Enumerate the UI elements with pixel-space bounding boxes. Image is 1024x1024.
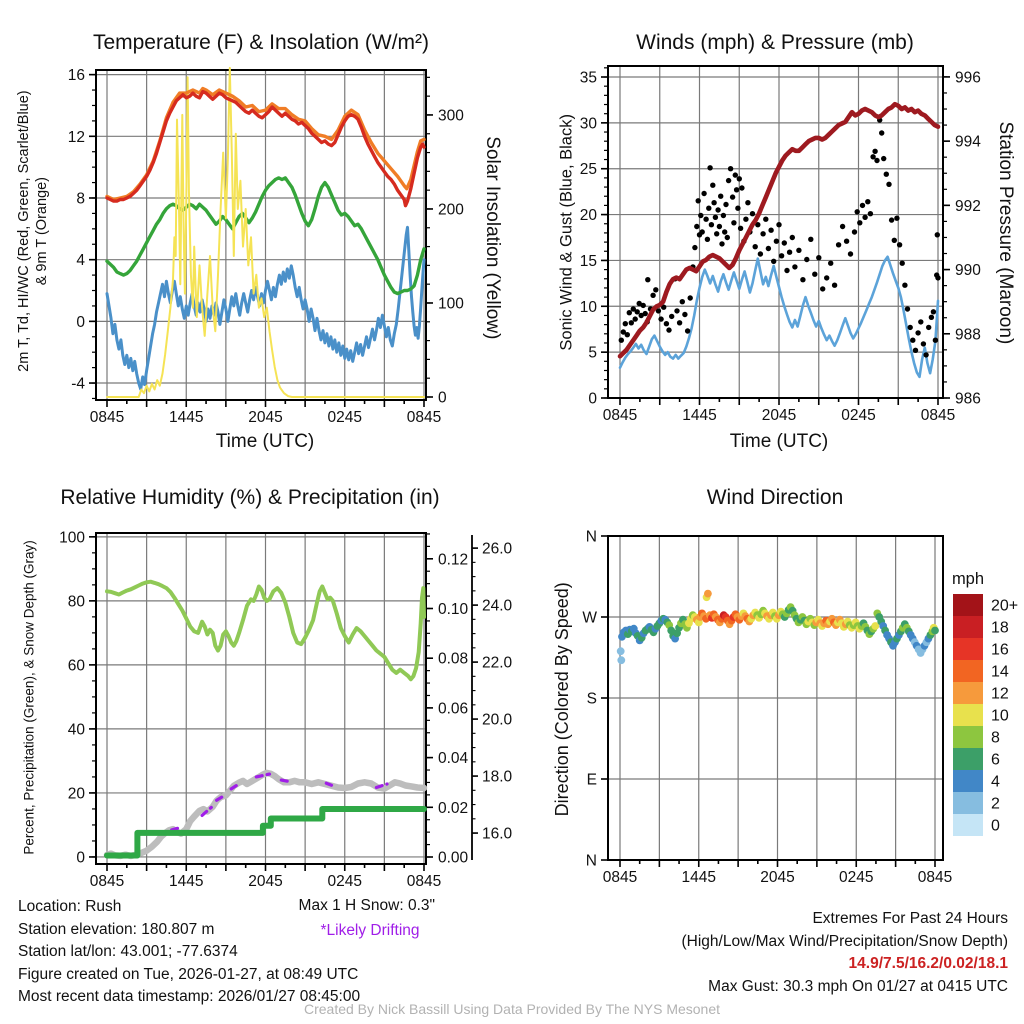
x-tick-label: 2045: [760, 869, 795, 886]
y-tick-label-right: 994: [955, 133, 981, 151]
dot-wind-gust: [784, 268, 789, 273]
dot-wind-gust: [921, 341, 926, 346]
y-tick-label-right: 0: [438, 389, 447, 407]
y-tick-label-left: 100: [59, 529, 85, 547]
dot-wind-gust: [918, 319, 923, 324]
colorbar-title: mph: [951, 570, 985, 588]
dot-wind-gust: [931, 309, 936, 314]
y-tick-label-left: 8: [76, 190, 85, 208]
dot-wind-gust: [706, 206, 711, 211]
dot-wind-gust: [874, 158, 879, 163]
colorbar-swatch: [953, 770, 983, 792]
dot-wind-gust: [696, 198, 701, 203]
likely-drifting-note: *Likely Drifting: [320, 922, 420, 939]
dot-wind-gust: [889, 217, 894, 222]
snow-axis-tick-label: 20.0: [482, 711, 513, 729]
dot-wind-gust: [886, 182, 891, 187]
dot-wind-gust: [855, 209, 860, 214]
x-tick-label: 0845: [602, 407, 638, 424]
y-tick-label-left: 30: [579, 115, 597, 133]
colorbar-label: 12: [991, 685, 1009, 703]
dot-wind-gust: [714, 231, 719, 236]
y-tick-label-right: 200: [438, 201, 464, 219]
dot-wind-gust: [758, 251, 763, 256]
snow-axis-tick-label: 26.0: [482, 540, 513, 558]
dot-wind-gust: [796, 248, 801, 253]
colorbar-swatch: [953, 594, 983, 616]
dot-wind-gust: [738, 226, 743, 231]
panel-title: Temperature (F) & Insolation (W/m²): [92, 31, 430, 54]
colorbar-label: 10: [991, 707, 1009, 725]
station-elevation: Station elevation: 180.807 m: [18, 920, 215, 938]
y-tick-label-left: 5: [588, 344, 597, 362]
dot-wind-gust: [733, 172, 738, 177]
x-tick-label: 0245: [327, 873, 362, 890]
y-axis-label-right: Station Pressure (Maroon): [994, 121, 1016, 345]
dot-wind-direction: [617, 656, 625, 664]
dot-wind-gust: [680, 299, 685, 304]
dot-wind-gust: [643, 311, 648, 316]
y-tick-label-right: 986: [955, 390, 981, 408]
dot-wind-gust: [848, 251, 853, 256]
dot-wind-gust: [633, 316, 638, 321]
dot-wind-gust: [935, 232, 940, 237]
dot-wind-gust: [694, 224, 699, 229]
y-tick-label-right: 0.10: [438, 601, 469, 619]
dot-wind-gust: [935, 275, 940, 280]
dot-wind-gust: [908, 325, 913, 330]
dot-wind-gust: [707, 165, 712, 170]
x-tick-label: 0845: [917, 869, 953, 886]
dot-wind-gust: [768, 228, 773, 233]
y-tick-label-left: 0: [76, 313, 85, 331]
figure-created: Figure created on Tue, 2026-01-27, at 08:49 UTC: [18, 965, 359, 983]
dot-wind-gust: [836, 242, 841, 247]
max-gust: Max Gust: 30.3 mph On 01/27 at 0415 UTC: [708, 977, 1008, 995]
dot-wind-gust: [933, 338, 938, 343]
winds-pressure-chart: [512, 0, 1024, 460]
dot-wind-gust: [715, 207, 720, 212]
dot-wind-direction: [617, 647, 625, 655]
colorbar-swatch: [953, 726, 983, 748]
dot-wind-gust: [735, 206, 740, 211]
dot-wind-gust: [832, 283, 837, 288]
panel-title: Winds (mph) & Pressure (mb): [636, 31, 914, 54]
dot-wind-gust: [913, 348, 918, 353]
dot-wind-gust: [666, 327, 671, 332]
dot-wind-gust: [750, 211, 755, 216]
y-tick-label-right: 992: [955, 197, 981, 215]
dot-wind-gust: [862, 215, 867, 220]
y-tick-label-left: 12: [67, 128, 85, 146]
x-tick-label: 2045: [761, 407, 797, 424]
y-tick-label-right: 0.08: [438, 650, 469, 668]
credit-line: Created By Nick Bassill Using Data Provided By The NYS Mesonet: [303, 1001, 721, 1017]
dot-wind-gust: [629, 320, 634, 325]
winds-pressure-panel: [512, 0, 1024, 460]
dot-wind-gust: [902, 283, 907, 288]
dot-wind-gust: [774, 239, 779, 244]
y-tick-label-left: 15: [579, 252, 597, 270]
dot-wind-gust: [852, 229, 857, 234]
y-tick-label-left: 10: [579, 298, 597, 316]
snow-axis-tick-label: 22.0: [482, 654, 513, 672]
y-tick-label-right: 0.12: [438, 551, 469, 569]
dot-wind-gust: [658, 316, 663, 321]
dot-wind-gust: [824, 275, 829, 280]
colorbar-label: 4: [991, 773, 1000, 791]
dot-wind-gust: [812, 272, 817, 277]
colorbar-swatch: [953, 792, 983, 814]
dot-wind-gust: [915, 330, 920, 335]
colorbar-label: 6: [991, 751, 1000, 769]
dot-wind-gust: [929, 315, 934, 320]
y-tick-label-left: N: [585, 528, 597, 546]
station-location: Location: Rush: [18, 898, 122, 915]
dot-wind-gust: [723, 202, 728, 207]
y-axis-label-left: Sonic Wind & Gust (Blue, Black): [557, 114, 576, 351]
station-latlon: Station lat/lon: 43.001; -77.6374: [18, 943, 238, 960]
y-tick-label-left: 35: [579, 69, 597, 87]
dot-wind-gust: [860, 203, 865, 208]
x-axis-label: Time (UTC): [215, 431, 315, 452]
dot-wind-gust: [645, 277, 650, 282]
wind-direction-chart: [512, 460, 1024, 920]
x-tick-label: 1445: [169, 409, 204, 426]
y-tick-label-right: 100: [438, 295, 464, 313]
temperature-insolation-panel: [0, 0, 512, 460]
y-tick-label-left: 16: [67, 67, 85, 85]
y-tick-label-left: 0: [76, 849, 85, 867]
dot-wind-gust: [905, 306, 910, 311]
dot-wind-gust: [892, 238, 897, 243]
y-axis-label-left: Percent, Precipitation (Green), & Snow Depth (Gray): [21, 540, 37, 855]
dot-wind-gust: [745, 200, 750, 205]
x-tick-label: 0845: [406, 409, 442, 426]
y-axis-label-line2: & 9m T (Orange): [34, 177, 50, 286]
dot-wind-gust: [926, 325, 931, 330]
y-tick-label-left: N: [585, 852, 597, 870]
dot-wind-gust: [737, 176, 742, 181]
dot-wind-gust: [664, 321, 669, 326]
dot-wind-gust: [726, 178, 731, 183]
x-tick-label: 0845: [406, 873, 442, 890]
x-tick-label: 0845: [89, 409, 125, 426]
dot-wind-gust: [722, 229, 727, 234]
dot-wind-gust: [730, 194, 735, 199]
data-timestamp: Most recent data timestamp: 2026/01/27 08:45:00: [18, 988, 361, 1005]
dot-wind-gust: [884, 172, 889, 177]
dot-wind-gust: [719, 241, 724, 246]
colorbar-label: 0: [991, 817, 1000, 835]
colorbar-label: 2: [991, 795, 1000, 813]
colorbar-swatch: [953, 638, 983, 660]
x-tick-label: 2045: [248, 873, 283, 890]
dot-wind-gust: [677, 320, 682, 325]
y-tick-label-left: -4: [71, 375, 85, 393]
dot-wind-gust: [910, 338, 915, 343]
max-snow-note: Max 1 H Snow: 0.3": [298, 897, 435, 914]
humidity-precip-panel: [0, 460, 512, 920]
y-tick-label-left: 60: [67, 657, 85, 675]
dot-wind-gust: [717, 224, 722, 229]
x-tick-label: 0245: [841, 407, 876, 424]
y-tick-label-left: E: [586, 771, 597, 789]
dot-wind-gust: [872, 149, 877, 154]
y-axis-label-left: Direction (Colored By Speed): [551, 582, 572, 817]
dot-wind-gust: [731, 220, 736, 225]
dot-wind-gust: [669, 314, 674, 319]
humidity-precip-chart: [0, 460, 512, 920]
x-tick-label: 0245: [839, 869, 874, 886]
dot-wind-gust: [703, 217, 708, 222]
dot-wind-gust: [760, 231, 765, 236]
dot-wind-gust: [682, 312, 687, 317]
y-tick-label-left: W: [582, 609, 597, 627]
dot-wind-gust: [623, 321, 628, 326]
dot-wind-gust: [790, 235, 795, 240]
dot-wind-gust: [653, 287, 658, 292]
colorbar-swatch: [953, 814, 983, 836]
x-tick-label: 0845: [89, 873, 125, 890]
dot-wind-gust: [743, 217, 748, 222]
dot-wind-gust: [782, 240, 787, 245]
dot-wind-gust: [868, 211, 873, 216]
dot-wind-gust: [692, 245, 697, 250]
dot-wind-gust: [627, 310, 632, 315]
dot-wind-gust: [641, 303, 646, 308]
dot-wind-gust: [857, 220, 862, 225]
colorbar-label: 16: [991, 641, 1009, 659]
dot-wind-gust: [701, 191, 706, 196]
colorbar-swatch: [953, 660, 983, 682]
y-axis-label-right: Solar Insolation (Yellow): [481, 136, 503, 340]
plot-frame: [608, 66, 943, 398]
x-tick-label: 0845: [602, 869, 638, 886]
colorbar-label: 14: [991, 663, 1009, 681]
y-tick-label-left: 25: [579, 161, 597, 179]
colorbar-label: 20+: [991, 597, 1019, 615]
dot-wind-gust: [619, 338, 624, 343]
x-axis-label: Time (UTC): [729, 431, 829, 452]
dot-wind-gust: [844, 239, 849, 244]
dot-wind-gust: [816, 255, 821, 260]
y-tick-label-left: 4: [76, 252, 85, 270]
x-tick-label: 1445: [681, 869, 716, 886]
dot-wind-gust: [713, 215, 718, 220]
dot-wind-gust: [923, 352, 928, 357]
snow-axis-tick-label: 24.0: [482, 597, 513, 615]
y-axis-label-line1: 2m T, Td, HI/WC (Red, Green, Scarlet/Blue): [15, 90, 32, 372]
dot-wind-gust: [766, 246, 771, 251]
dot-wind-gust: [840, 224, 845, 229]
plot-frame: [96, 70, 426, 400]
dot-wind-gust: [808, 237, 813, 242]
dot-wind-gust: [771, 259, 776, 264]
panel-title: Wind Direction: [706, 486, 844, 509]
panel-title: Relative Humidity (%) & Precipitation (in): [60, 486, 440, 509]
dot-wind-gust: [776, 222, 781, 227]
dot-wind-direction: [704, 590, 712, 598]
dot-wind-gust: [728, 166, 733, 171]
y-tick-label-left: 80: [67, 593, 85, 611]
y-tick-label-right: 988: [955, 326, 981, 344]
y-tick-label-left: 20: [579, 207, 597, 225]
extremes-title: Extremes For Past 24 Hours: [812, 910, 1008, 927]
dot-wind-gust: [894, 216, 899, 221]
wind-direction-panel: [512, 460, 1024, 920]
dot-wind-gust: [700, 229, 705, 234]
dot-wind-gust: [725, 235, 730, 240]
y-tick-label-right: 996: [955, 69, 981, 87]
y-tick-label-right: 300: [438, 107, 464, 125]
colorbar-label: 8: [991, 729, 1000, 747]
colorbar-label: 18: [991, 619, 1009, 637]
colorbar-swatch: [953, 748, 983, 770]
x-tick-label: 0245: [327, 409, 362, 426]
dot-wind-gust: [718, 194, 723, 199]
dot-wind-gust: [865, 199, 870, 204]
dot-wind-gust: [739, 185, 744, 190]
dot-wind-gust: [711, 200, 716, 205]
dot-wind-gust: [721, 213, 726, 218]
dot-wind-gust: [900, 261, 905, 266]
x-tick-label: 0845: [920, 407, 956, 424]
x-tick-label: 2045: [248, 409, 283, 426]
extremes-block: [520, 908, 1008, 998]
dot-wind-gust: [705, 237, 710, 242]
y-tick-label-right: 990: [955, 262, 981, 280]
dot-wind-gust: [792, 264, 797, 269]
extremes-subtitle: (High/Low/Max Wind/Precipitation/Snow Depth): [681, 932, 1008, 950]
dot-wind-gust: [804, 257, 809, 262]
snow-axis-tick-label: 16.0: [482, 825, 513, 843]
dot-wind-gust: [698, 213, 703, 218]
temperature-insolation-chart: [0, 0, 512, 460]
y-tick-label-right: 0.06: [438, 700, 469, 718]
y-axis-label-left: [15, 51, 51, 411]
snow-axis-tick-label: 18.0: [482, 768, 513, 786]
extremes-values: 14.9/7.5/16.2/0.02/18.1: [848, 955, 1008, 972]
colorbar-swatch: [953, 616, 983, 638]
y-tick-label-left: 40: [67, 721, 85, 739]
y-tick-label-left: S: [586, 690, 597, 708]
dot-wind-gust: [635, 309, 640, 314]
dot-wind-gust: [709, 222, 714, 227]
dot-wind-gust: [688, 295, 693, 300]
colorbar-swatch: [953, 704, 983, 726]
dot-wind-gust: [870, 154, 875, 159]
y-tick-label-right: 0.04: [438, 750, 469, 768]
dot-wind-gust: [763, 217, 768, 222]
dot-wind-gust: [897, 242, 902, 247]
x-tick-label: 1445: [682, 407, 717, 424]
y-tick-label-left: 20: [67, 785, 85, 803]
dot-wind-gust: [779, 253, 784, 258]
dot-wind-direction: [931, 627, 939, 635]
x-tick-label: 1445: [169, 873, 204, 890]
dot-wind-gust: [685, 328, 690, 333]
dot-wind-gust: [625, 332, 630, 337]
y-tick-label-right: 0.00: [438, 849, 469, 867]
dot-wind-gust: [828, 261, 833, 266]
colorbar-swatch: [953, 682, 983, 704]
y-tick-label-left: 0: [588, 390, 597, 408]
series-drifting-flags: [326, 783, 331, 785]
dot-wind-gust: [734, 187, 739, 192]
dot-wind-gust: [753, 244, 758, 249]
dot-wind-gust: [820, 286, 825, 291]
dot-wind-gust: [881, 156, 886, 161]
dot-wind-gust: [710, 183, 715, 188]
y-tick-label-right: 0.02: [438, 799, 469, 817]
dot-wind-gust: [800, 277, 805, 282]
dot-wind-gust: [650, 293, 655, 298]
dot-wind-gust: [674, 308, 679, 313]
dot-wind-gust: [787, 250, 792, 255]
dot-wind-gust: [879, 130, 884, 135]
